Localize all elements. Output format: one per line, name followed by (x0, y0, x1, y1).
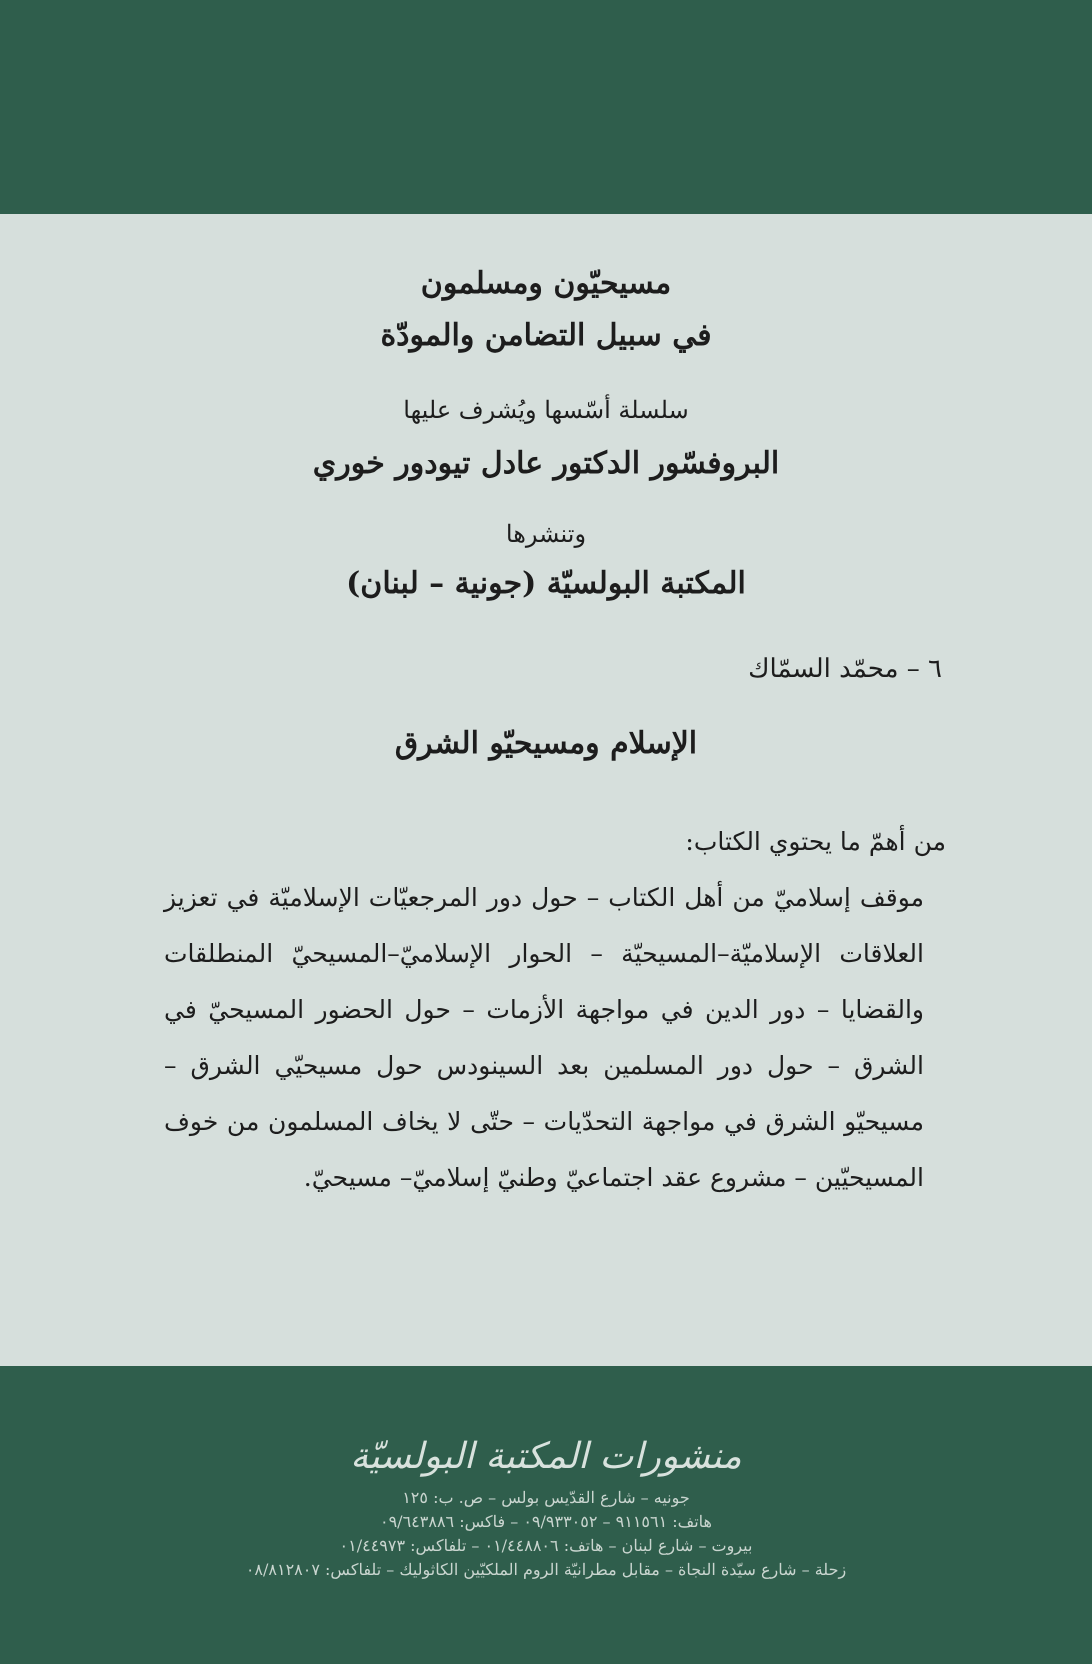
series-title-line-2: في سبيل التضامن والمودّة (380, 318, 712, 353)
address-line-1: جونيه – شارع القدّيس بولس – ص. ب: ١٢٥ (402, 1488, 690, 1507)
contents-body: موقف إسلاميّ من أهل الكتاب – حول دور المرجعيّات الإسلاميّة في تعزيز العلاقات الإسلاميّة–المسيحيّة – الحوار الإسلاميّ–المسيحيّ المنطلقات والقضايا – دور الدين في مواجهة الأزمات – حول الحضور المسيحيّ في الشرق – حول دور المسلمين بعد السينودس حول مسيحيّي الشرق – مسيحيّو الشرق في مواجهة التحدّيات – حتّى لا يخاف المسلمون من خوف المسيحيّين – مشروع عقد اجتماعيّ وطنيّ إسلاميّ– مسيحيّ. (164, 883, 924, 1192)
series-founder-name: البروفسّور الدكتور عادل تيودور خوري (312, 446, 780, 481)
publisher-imprint-logo: منشورات المكتبة البولسيّة (350, 1436, 742, 1477)
contents-section (164, 814, 946, 1206)
book-number-author: ٦ – محمّد السمّاك (748, 654, 942, 684)
publisher-label: وتنشرها (505, 520, 587, 548)
address-line-3: بيروت – شارع لبنان – هاتف: ٠١/٤٤٨٨٠٦ – تلفاكس: ٠١/٤٤٩٧٣ (339, 1536, 753, 1555)
contents-heading: من أهمّ ما يحتوي الكتاب: (685, 827, 946, 856)
back-cover-panel (0, 214, 1092, 1366)
address-line-2: هاتف: ٩١١٥٦١ – ٠٩/٩٣٣٠٥٢ – فاكس: ٠٩/٦٤٣٨٨٦ (379, 1512, 712, 1531)
publisher-name: المكتبة البولسيّة (جونية – لبنان) (346, 566, 746, 601)
series-founder-label: سلسلة أسّسها ويُشرف عليها (403, 396, 689, 424)
address-line-4: زحلة – شارع سيّدة النجاة – مقابل مطرانيّة الروم الملكيّين الكاثوليك – تلفاكس: ٠٨/٨١٢٨٠٧ (245, 1560, 847, 1579)
book-title: الإسلام ومسيحيّو الشرق (394, 726, 698, 761)
top-green-band (0, 0, 1092, 214)
series-title-line-1: مسيحيّون ومسلمون (420, 266, 672, 301)
